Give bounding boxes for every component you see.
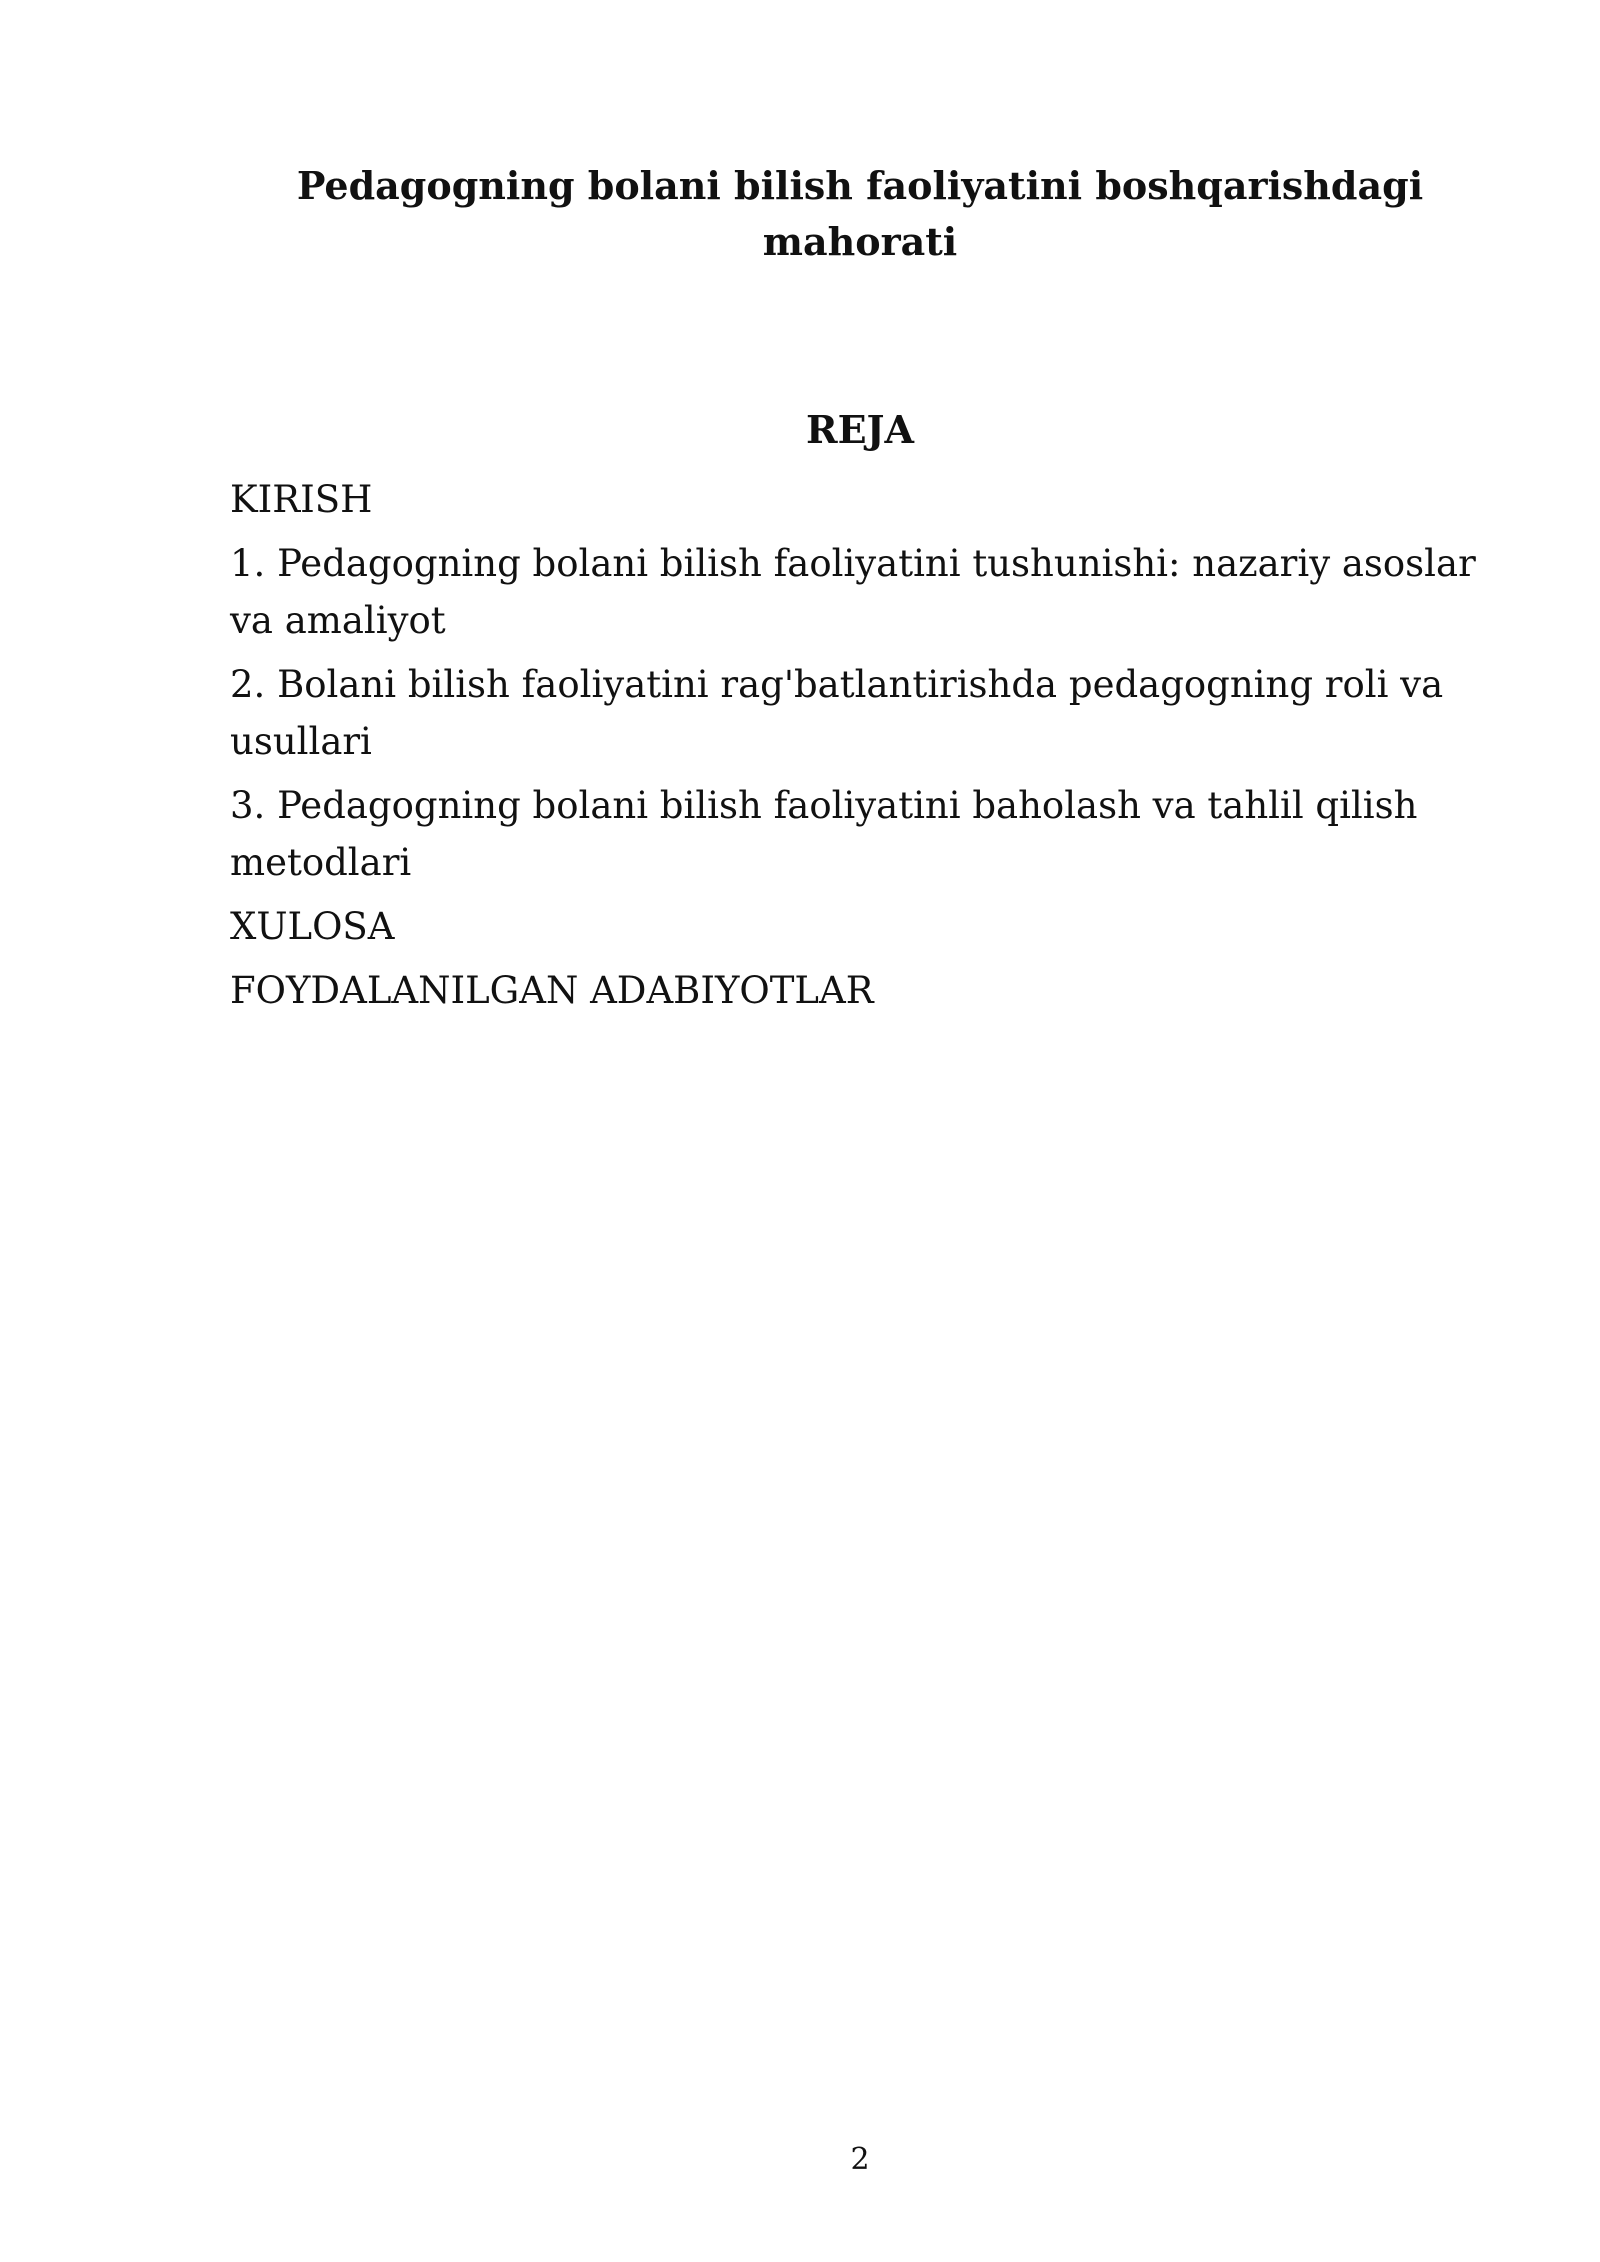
plan-item-3: 3. Pedagogning bolani bilish faoliyatini baholash va tahlil qilish metodlari (230, 784, 1418, 884)
plan-heading: REJA (805, 407, 914, 452)
plan-item-references: FOYDALANILGAN ADABIYOTLAR (230, 969, 874, 1012)
plan-item-2: 2. Bolani bilish faoliyatini rag'batlantirishda pedagogning roli va usullari (230, 663, 1444, 763)
plan-item-introduction: KIRISH (230, 478, 373, 521)
plan-list (230, 471, 1490, 1026)
plan-item-1: 1. Pedagogning bolani bilish faoliyatini tushunishi: nazariy asoslar va amaliyot (230, 542, 1476, 642)
document-title: Pedagogning bolani bilish faoliyatini boshqarishdagi mahorati (296, 163, 1424, 264)
page-number: 2 (850, 2142, 870, 2177)
plan-item-conclusion: XULOSA (230, 905, 395, 948)
